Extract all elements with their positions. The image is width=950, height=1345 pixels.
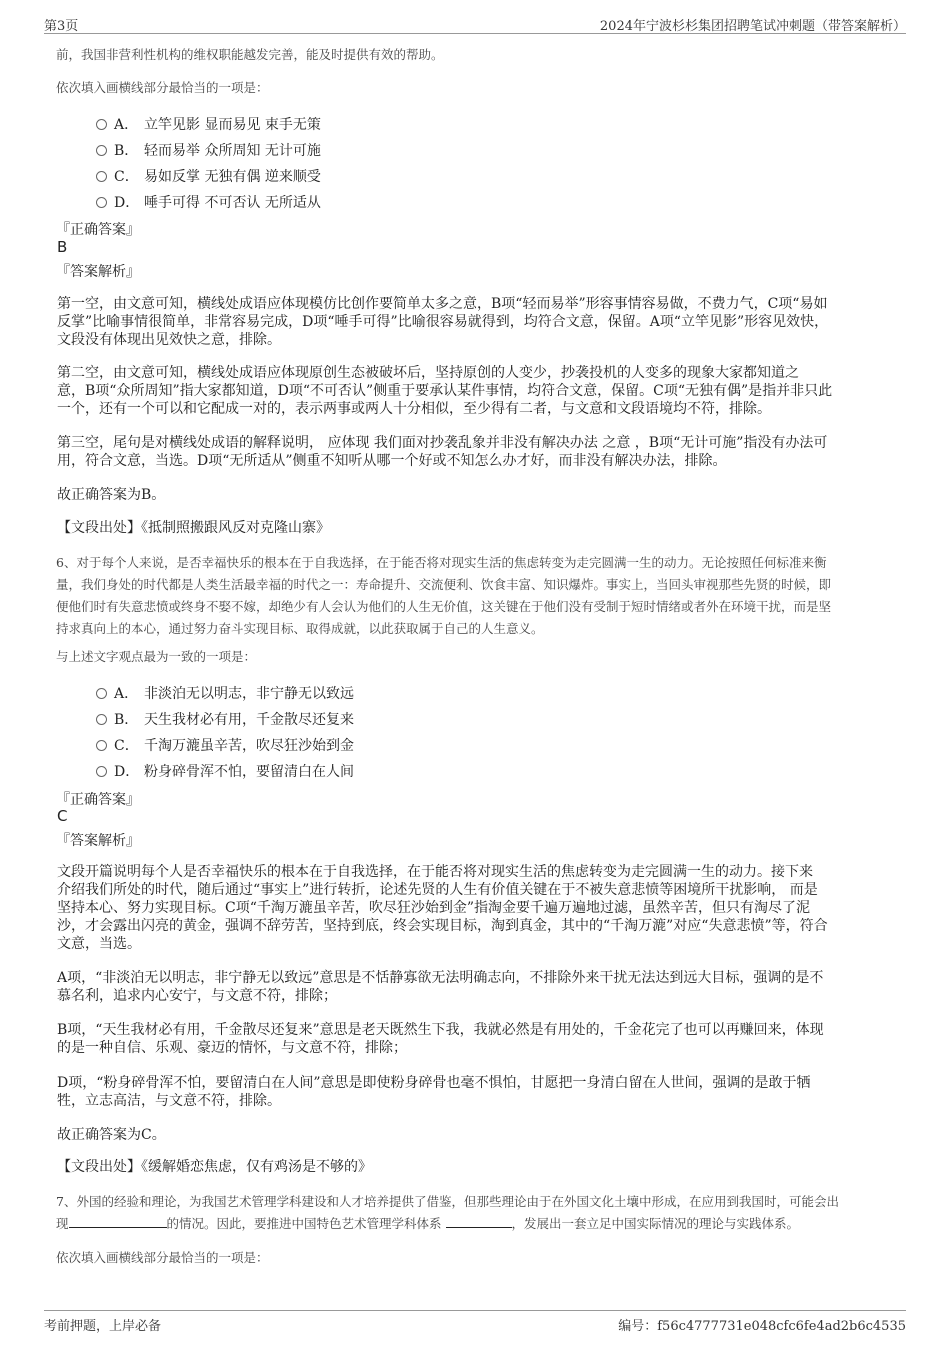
q5-option-c[interactable]: C． 易如反掌 无独有偶 逆来顺受 (96, 166, 321, 188)
radio-icon[interactable] (96, 171, 107, 182)
q5-option-a[interactable]: A． 立竿见影 显而易见 束手无策 (96, 114, 321, 136)
footer-slogan: 考前押题，上岸必备 (44, 1319, 162, 1334)
q6-prompt: 与上述文字观点最为一致的一项是： (56, 649, 257, 664)
q5-option-b[interactable]: B． 轻而易举 众所周知 无计可施 (96, 140, 321, 162)
q6-analysis-conclusion: 故正确答案为C。 (57, 1127, 166, 1143)
q5-option-d[interactable]: D． 唾手可得 不可否认 无所适从 (96, 192, 321, 214)
q5-prompt: 依次填入画横线部分最恰当的一项是： (56, 80, 269, 95)
q6-analysis-a: A项，“非淡泊无以明志，非宁静无以致远”意思是不恬静寡欲无法明确志向，不排除外来干扰无法达到远大目标，强调的是不 慕名利，追求内心安宁，与文意不符，排除； (57, 970, 824, 1004)
document-title: 2024年宁波杉杉集团招聘笔试冲刺题（带答案解析） (599, 19, 906, 34)
page-footer (44, 1310, 906, 1333)
q5-analysis-p1: 第一空，由文意可知，横线处成语应体现模仿比创作要简单太多之意，B项“轻而易举”形容事情容易做，不费力气，C项“易如 反掌”比喻事情很简单，非常容易完成，D项“唾手可得”比喻很容易就得到，均符合文意，保留。A项“立竿见影”形容见效快， 文段没有体现出见效快之意，排除。 (57, 296, 829, 348)
radio-icon[interactable] (96, 119, 107, 130)
q5-analysis-p2: 第二空，由文意可知，横线处成语应体现原创生态被破坏后，坚持原创的人变少，抄袭投机的人变多的现象大家都知道之 意，B项“众所周知”指大家都知道，D项“不可否认”侧重于要承认某件事情，均符合文意，保留。C项“无独有偶”是指并非只此 一个，还有一个可以和它配成一对的，表示两事或两人十分相似，至少得有二者，与文意和文段语境均不符，排除。 (57, 365, 833, 417)
q6-option-a[interactable]: A． 非淡泊无以明志，非宁静无以致远 (96, 683, 354, 705)
q5-answer: B (57, 238, 68, 256)
q5-analysis-label: 『答案解析』 (56, 264, 140, 280)
q5-intro-tail: 前，我国非营利性机构的维权职能越发完善，能及时提供有效的帮助。 (56, 47, 444, 62)
q5-source: 【文段出处】《抵制照搬跟风反对克隆山寨》 (57, 520, 330, 536)
q6-analysis-p1: 文段开篇说明每个人是否幸福快乐的根本在于自我选择，在于能否将对现实生活的焦虑转变为走完圆满一生的动力。接下来 介绍我们所处的时代，随后通过“事实上”进行转折，论述先贤的人生有价值关键在于不被失意悲愤等困境所干扰影响， 而是 坚持本心、努力实现目标。C项“千淘万漉虽辛苦，吹尽狂沙始到金”指淘金要千遍万遍地过滤，虽然辛苦，但只有淘尽了泥 沙，才会露出闪亮的黄金，强调不辞劳苦，坚持到底，终会实现目标，淘到真金，其中的“千淘万漉”对应“失意悲愤”等，符合 文意，当选。 (57, 864, 828, 952)
q6-source: 【文段出处】《缓解婚恋焦虑，仅有鸡汤是不够的》 (57, 1159, 372, 1175)
blank-1 (69, 1214, 167, 1228)
q7-stem: 7、外国的经验和理论，为我国艺术管理学科建设和人才培养提供了借鉴，但那些理论由于在外国文化土壤中形成，在应用到我国时，可能会出 现 的情况。因此，要推进中国特色艺术管理学科体系 ，发展出一套立足中国实际情况的理论与实践体系。 (56, 1194, 839, 1231)
q6-option-d[interactable]: D． 粉身碎骨浑不怕，要留清白在人间 (96, 761, 354, 783)
page-header (44, 13, 906, 34)
q5-analysis-conclusion: 故正确答案为B。 (57, 487, 166, 503)
q7-prompt: 依次填入画横线部分最恰当的一项是： (56, 1250, 269, 1265)
q6-analysis-d: D项，“粉身碎骨浑不怕，要留清白在人间”意思是即使粉身碎骨也毫不惧怕，甘愿把一身清白留在人世间，强调的是敢于牺 牲，立志高洁，与文意不符，排除。 (57, 1075, 811, 1109)
q6-analysis-label: 『答案解析』 (56, 833, 140, 849)
q5-answer-label: 『正确答案』 (56, 222, 140, 238)
q6-option-b[interactable]: B． 天生我材必有用，千金散尽还复来 (96, 709, 354, 731)
document-id: 编号：f56c4777731e048cfc6fe4ad2b6c4535 (618, 1319, 906, 1334)
radio-icon[interactable] (96, 197, 107, 208)
q6-answer-label: 『正确答案』 (56, 792, 140, 808)
q6-answer: C (57, 807, 68, 825)
radio-icon[interactable] (96, 740, 107, 751)
radio-icon[interactable] (96, 688, 107, 699)
blank-2 (446, 1214, 512, 1228)
radio-icon[interactable] (96, 145, 107, 156)
q6-option-c[interactable]: C． 千淘万漉虽辛苦，吹尽狂沙始到金 (96, 735, 354, 757)
q5-analysis-p3: 第三空，尾句是对横线处成语的解释说明， 应体现 我们面对抄袭乱象并非没有解决办法 之意 ，B项“无计可施”指没有办法可 用，符合文意，当选。D项“无所适从”侧重不知听从哪一个好或不知怎么办才好，而非没有解决办法，排除。 (57, 435, 828, 469)
radio-icon[interactable] (96, 766, 107, 777)
q6-stem: 6、对于每个人来说，是否幸福快乐的根本在于自我选择，在于能否将对现实生活的焦虑转变为走完圆满一生的动力。无论按照任何标准来衡 量，我们身处的时代都是人类生活最幸福的时代之一：寿命提升、交流便利、饮食丰富、知识爆炸。事实上，当回头审视那些先贤的时候，即 便他们时有失意悲愤或终身不娶不嫁，却绝少有人会认为他们的人生无价值，这关键在于他们没有受制于短时情绪或者外在环境干扰，而是坚 持求真向上的本心，通过努力奋斗实现目标、取得成就，以此获取属于自己的人生意义。 (56, 555, 832, 636)
q6-analysis-b: B项，“天生我材必有用，千金散尽还复来”意思是老天既然生下我，我就必然是有用处的，千金花完了也可以再赚回来，体现 的是一种自信、乐观、豪迈的情怀，与文意不符，排除； (57, 1022, 824, 1056)
radio-icon[interactable] (96, 714, 107, 725)
page-number: 第3页 (44, 19, 79, 34)
